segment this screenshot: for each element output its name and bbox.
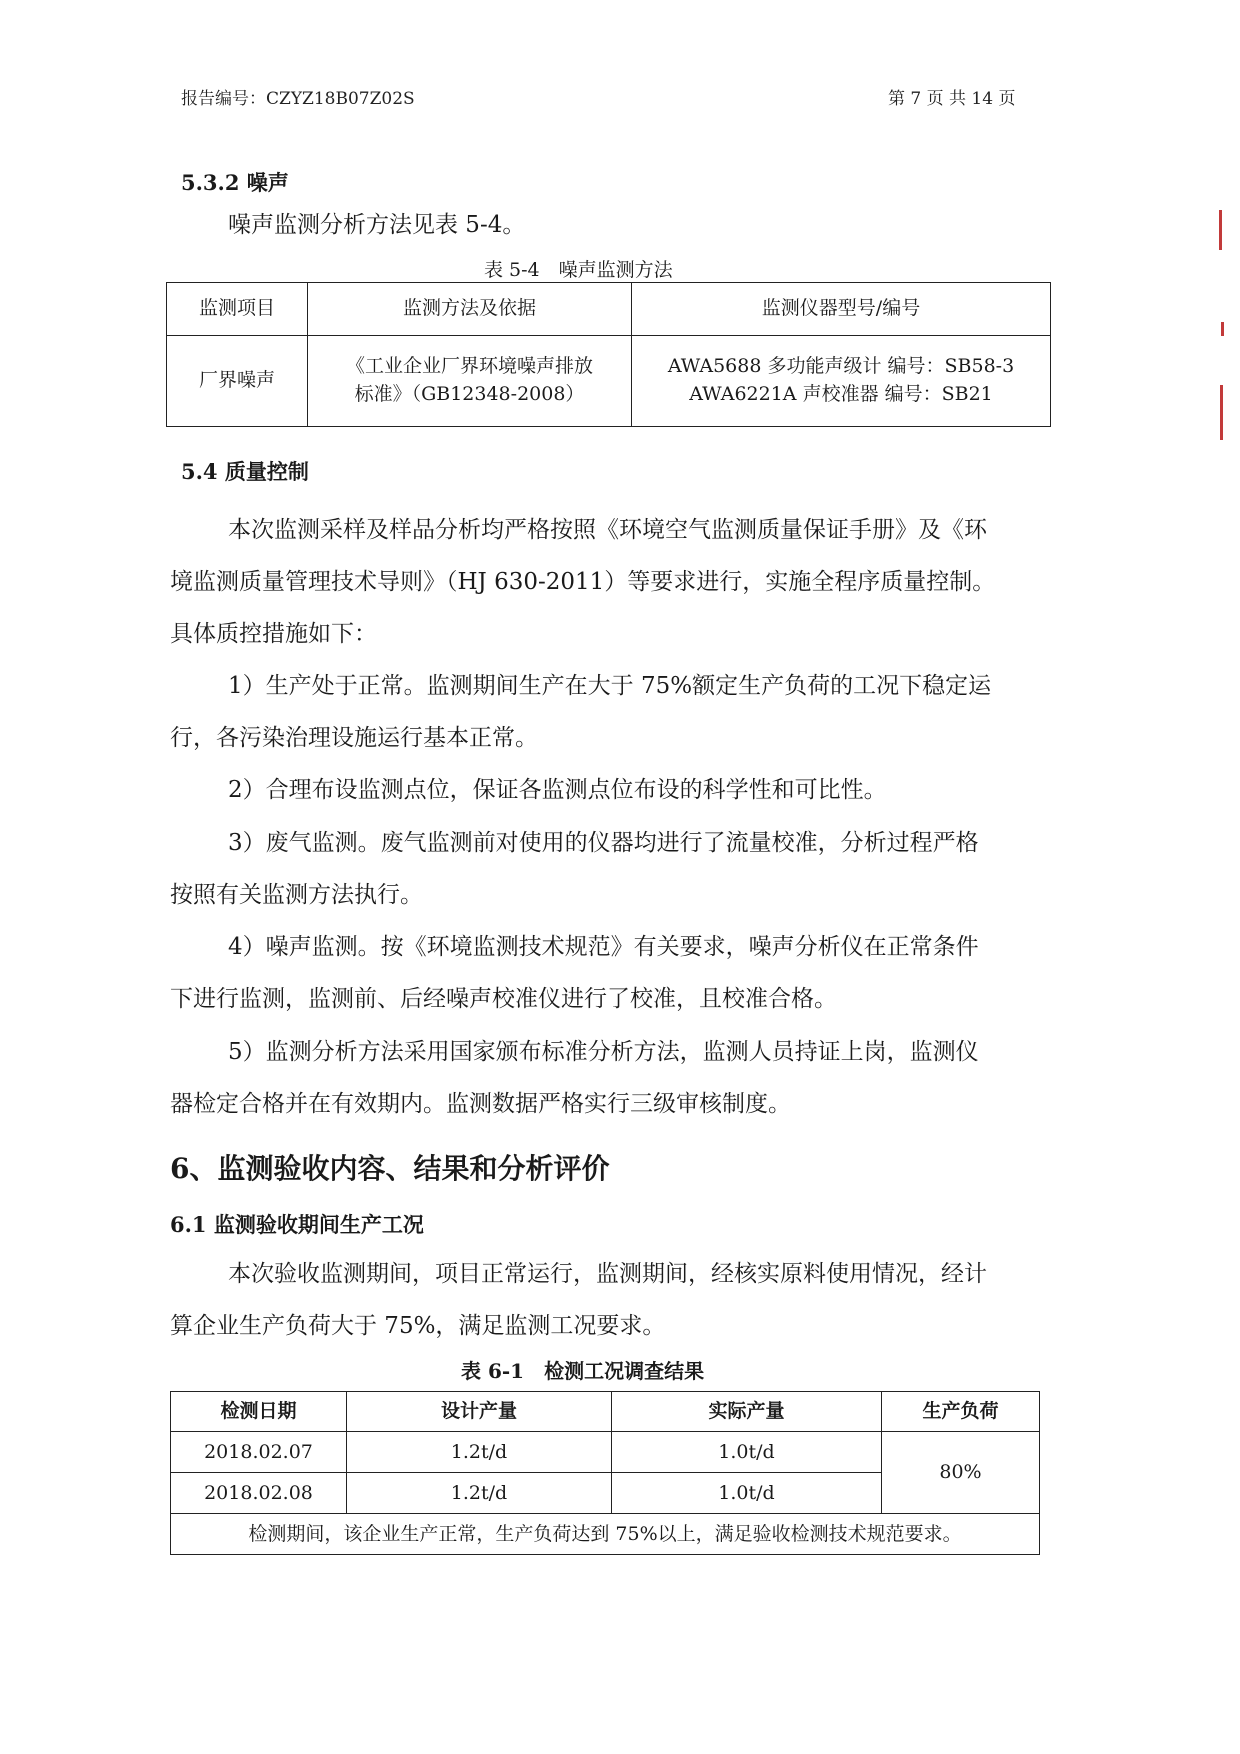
- section-title-61: 6.1 监测验收期间生产工况: [170, 1212, 424, 1237]
- table-header-cell: 监测项目: [167, 283, 308, 336]
- table-footer-note: 检测期间，该企业生产正常，生产负荷达到 75%以上，满足验收检测技术规范要求。: [171, 1514, 1040, 1555]
- table-header-cell: 监测方法及依据: [308, 283, 632, 336]
- table-6-1-caption: 表 6-1 检测工况调查结果: [461, 1359, 705, 1383]
- section-title-54: 5.4 质量控制: [181, 459, 309, 484]
- table-cell-method: [308, 336, 632, 427]
- table-row: [171, 1432, 1040, 1473]
- paragraph-line: 器检定合格并在有效期内。监测数据严格实行三级审核制度。: [170, 1091, 791, 1117]
- table-header-cell: 实际产量: [612, 1392, 882, 1432]
- table-cell-design: 1.2t/d: [347, 1473, 612, 1514]
- report-number: 报告编号：CZYZ18B07Z02S: [181, 89, 415, 109]
- paragraph-line: 2）合理布设监测点位，保证各监测点位布设的科学性和可比性。: [228, 777, 887, 803]
- paragraph-line: 4）噪声监测。按《环境监测技术规范》有关要求，噪声分析仪在正常条件: [228, 934, 979, 960]
- seal-edge-mark: [1221, 322, 1224, 336]
- method-line: 《工业企业厂界环境噪声排放: [345, 355, 593, 378]
- table-cell-actual: 1.0t/d: [612, 1473, 882, 1514]
- table-cell-item: 厂界噪声: [167, 336, 308, 427]
- table-5-4: [166, 282, 1051, 427]
- table-header-cell: 监测仪器型号/编号: [632, 283, 1051, 336]
- paragraph-line: 3）废气监测。废气监测前对使用的仪器均进行了流量校准，分析过程严格: [228, 830, 979, 856]
- paragraph-line: 按照有关监测方法执行。: [170, 882, 423, 908]
- table-header-cell: 设计产量: [347, 1392, 612, 1432]
- seal-edge-mark: [1220, 385, 1223, 440]
- section-title-532: 5.3.2 噪声: [181, 170, 289, 195]
- table-cell-instrument: [632, 336, 1051, 427]
- paragraph-line: 下进行监测，监测前、后经噪声校准仪进行了校准，且校准合格。: [170, 986, 837, 1012]
- paragraph-line: 境监测质量管理技术导则》（HJ 630-2011）等要求进行，实施全程序质量控制。: [170, 569, 996, 595]
- table-cell-date: 2018.02.07: [171, 1432, 347, 1473]
- table-cell-load: 80%: [882, 1432, 1040, 1514]
- paragraph-line: 1）生产处于正常。监测期间生产在大于 75%额定生产负荷的工况下稳定运: [228, 673, 992, 699]
- paragraph-line: 具体质控措施如下：: [170, 621, 377, 647]
- paragraph-line: 算企业生产负荷大于 75%，满足监测工况要求。: [170, 1313, 666, 1339]
- table-cell-design: 1.2t/d: [347, 1432, 612, 1473]
- table-5-4-caption: 表 5-4 噪声监测方法: [484, 259, 673, 281]
- table-cell-date: 2018.02.08: [171, 1473, 347, 1514]
- page-number: 第 7 页 共 14 页: [888, 89, 1016, 109]
- method-line: 标准》（GB12348-2008）: [354, 383, 585, 405]
- noise-intro: 噪声监测分析方法见表 5-4。: [228, 212, 526, 238]
- table-cell-actual: 1.0t/d: [612, 1432, 882, 1473]
- section-title-6: 6、监测验收内容、结果和分析评价: [170, 1152, 610, 1185]
- paragraph-line: 5）监测分析方法采用国家颁布标准分析方法，监测人员持证上岗，监测仪: [228, 1039, 979, 1065]
- table-6-1: [170, 1391, 1040, 1555]
- table-header-cell: 检测日期: [171, 1392, 347, 1432]
- paragraph-line: 本次验收监测期间，项目正常运行，监测期间，经核实原料使用情况，经计: [228, 1261, 987, 1287]
- seal-edge-mark: [1219, 210, 1222, 250]
- paragraph-line: 本次监测采样及样品分析均严格按照《环境空气监测质量保证手册》及《环: [228, 517, 987, 543]
- instrument-line: AWA6221A 声校准器 编号：SB21: [689, 383, 993, 405]
- instrument-line: AWA5688 多功能声级计 编号：SB58-3: [667, 355, 1015, 378]
- table-header-cell: 生产负荷: [882, 1392, 1040, 1432]
- paragraph-line: 行，各污染治理设施运行基本正常。: [170, 725, 538, 751]
